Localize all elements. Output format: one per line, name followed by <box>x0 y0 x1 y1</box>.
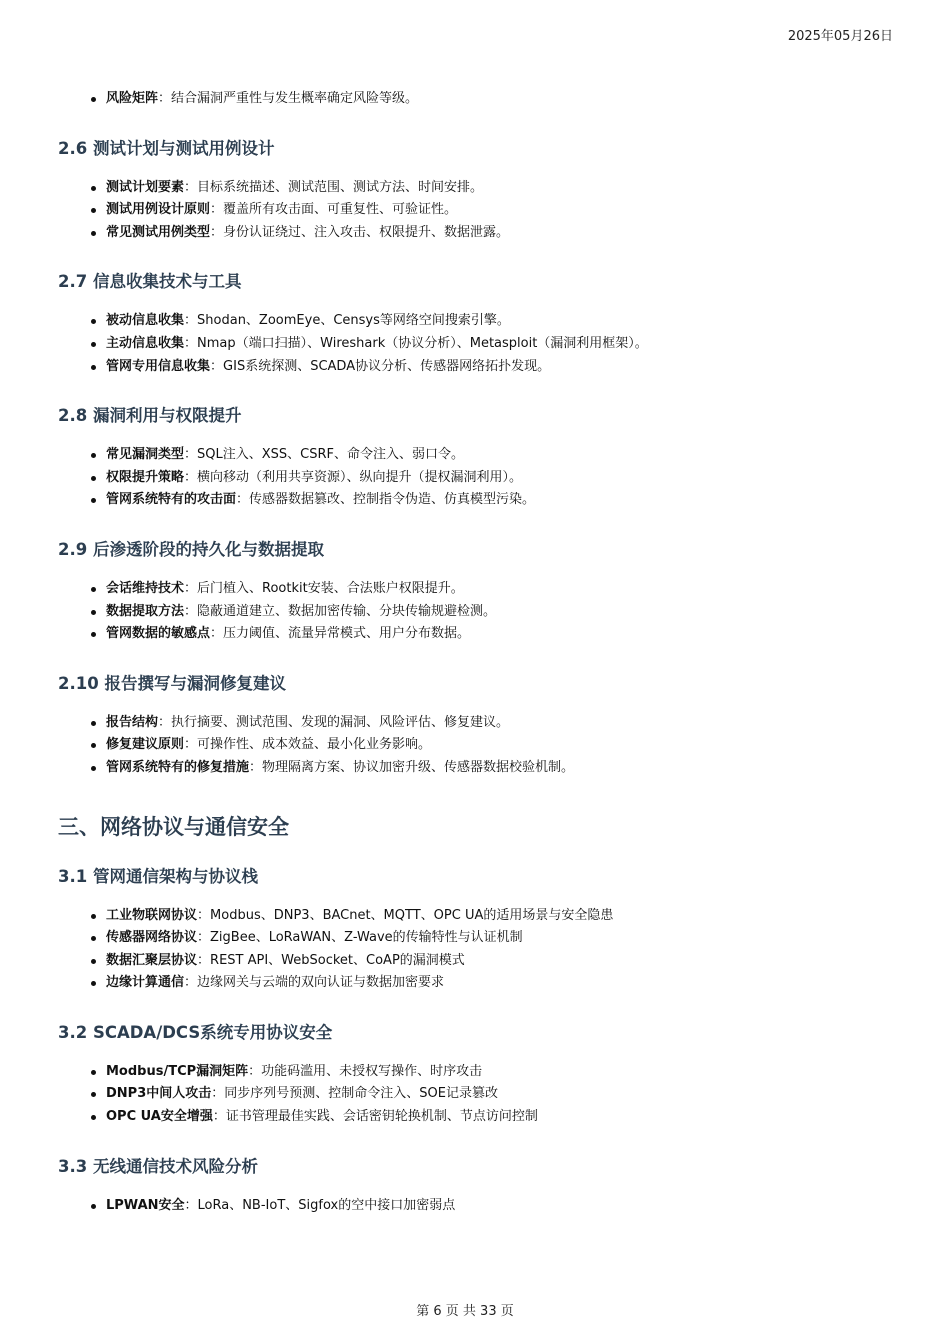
header-date: 2025年05月26日 <box>787 29 893 44</box>
item-term: 管网专用信息收集 <box>106 358 211 374</box>
list-item: 测试用例设计原则：覆盖所有攻击面、可重复性、可验证性。 <box>106 199 898 222</box>
list-item: 传感器网络协议：ZigBee、LoRaWAN、Z-Wave的传输特性与认证机制 <box>106 927 898 950</box>
item-text: 边缘网关与云端的双向认证与数据加密要求 <box>197 975 445 991</box>
list-item: 数据提取方法：隐蔽通道建立、数据加密传输、分块传输规避检测。 <box>106 601 898 624</box>
section-3-3 <box>58 1156 898 1218</box>
section-heading: 2.8 漏洞利用与权限提升 <box>58 406 242 426</box>
list-item: 常见测试用例类型：身份认证绕过、注入攻击、权限提升、数据泄露。 <box>106 222 898 245</box>
item-term: 数据提取方法 <box>106 603 185 619</box>
item-text: 功能码滥用、未授权写操作、时序攻击 <box>261 1063 483 1079</box>
item-text: 横向移动（利用共享资源）、纵向提升（提权漏洞利用）。 <box>197 469 523 485</box>
chapter-3 <box>58 813 898 1218</box>
section-3-2 <box>58 1022 898 1129</box>
list-item: 管网系统特有的修复措施：物理隔离方案、协议加密升级、传感器数据校验机制。 <box>106 757 898 780</box>
section-heading: 3.3 无线通信技术风险分析 <box>58 1156 258 1176</box>
bullet-list <box>58 1061 898 1129</box>
section-heading: 2.9 后渗透阶段的持久化与数据提取 <box>58 539 324 559</box>
section-heading: 2.10 报告撰写与漏洞修复建议 <box>58 673 286 693</box>
list-item: 会话维持技术：后门植入、Rootkit安装、合法账户权限提升。 <box>106 578 898 601</box>
item-text: 传感器数据篡改、控制指令伪造、仿真模型污染。 <box>249 492 536 508</box>
section-2-9 <box>58 539 898 646</box>
item-term: OPC UA安全增强 <box>106 1109 213 1125</box>
item-text: Shodan、ZoomEye、Censys等网络空间搜索引擎。 <box>197 313 510 329</box>
item-term: Modbus/TCP漏洞矩阵 <box>106 1063 249 1079</box>
item-term: 管网系统特有的攻击面 <box>106 492 237 508</box>
item-term: 测试计划要素 <box>106 179 185 195</box>
item-term: 管网系统特有的修复措施 <box>106 759 250 775</box>
bullet-list <box>58 177 898 245</box>
list-item: 修复建议原则：可操作性、成本效益、最小化业务影响。 <box>106 734 898 757</box>
item-term: 测试用例设计原则 <box>106 202 211 218</box>
bullet-list <box>58 578 898 646</box>
item-text: Nmap（端口扫描）、Wireshark（协议分析）、Metasploit（漏洞利用框架）。 <box>197 335 648 351</box>
bullet-list <box>58 905 898 995</box>
item-text: 后门植入、Rootkit安装、合法账户权限提升。 <box>197 580 464 596</box>
item-text: 证书管理最佳实践、会话密钥轮换机制、节点访问控制 <box>225 1109 538 1125</box>
section-heading: 2.6 测试计划与测试用例设计 <box>58 138 275 158</box>
list-item: 主动信息收集：Nmap（端口扫描）、Wireshark（协议分析）、Metasploit（漏洞利用框架）。 <box>106 333 898 356</box>
item-term: 边缘计算通信 <box>106 975 185 991</box>
item-term: 报告结构 <box>106 714 159 730</box>
item-text: ZigBee、LoRaWAN、Z-Wave的传输特性与认证机制 <box>210 930 523 946</box>
list-item: 测试计划要素：目标系统描述、测试范围、测试方法、时间安排。 <box>106 177 898 200</box>
item-text: Modbus、DNP3、BACnet、MQTT、OPC UA的适用场景与安全隐患 <box>210 907 614 923</box>
bullet-list <box>58 444 898 512</box>
list-item: 被动信息收集：Shodan、ZoomEye、Censys等网络空间搜索引擎。 <box>106 310 898 333</box>
chapter-heading: 三、网络协议与通信安全 <box>58 814 289 839</box>
page-number: 第 6 页 共 33 页 <box>416 1304 514 1319</box>
list-item: LPWAN安全：LoRa、NB-IoT、Sigfox的空中接口加密弱点 <box>106 1195 898 1218</box>
item-text: GIS系统探测、SCADA协议分析、传感器网络拓扑发现。 <box>223 358 551 374</box>
list-item: DNP3中间人攻击：同步序列号预测、控制命令注入、SOE记录篡改 <box>106 1083 898 1106</box>
item-term: 权限提升策略 <box>106 469 185 485</box>
document-body <box>58 88 898 1217</box>
section-heading: 2.7 信息收集技术与工具 <box>58 272 242 292</box>
list-item: 报告结构：执行摘要、测试范围、发现的漏洞、风险评估、修复建议。 <box>106 712 898 735</box>
list-item: OPC UA安全增强：证书管理最佳实践、会话密钥轮换机制、节点访问控制 <box>106 1106 898 1129</box>
item-term: 常见测试用例类型 <box>106 224 211 240</box>
section-2-8 <box>58 405 898 512</box>
section-2-7 <box>58 271 898 378</box>
item-text: 覆盖所有攻击面、可重复性、可验证性。 <box>223 202 458 218</box>
item-text: SQL注入、XSS、CSRF、命令注入、弱口令。 <box>197 447 465 463</box>
list-item: 边缘计算通信：边缘网关与云端的双向认证与数据加密要求 <box>106 972 898 995</box>
item-term: LPWAN安全 <box>106 1197 185 1213</box>
section-heading: 3.2 SCADA/DCS系统专用协议安全 <box>58 1022 333 1042</box>
bullet-list <box>58 1195 898 1218</box>
section-2-10 <box>58 673 898 780</box>
item-term: 风险矩阵 <box>106 91 159 106</box>
item-term: 被动信息收集 <box>106 313 185 329</box>
section-2-6 <box>58 138 898 245</box>
list-item: 管网专用信息收集：GIS系统探测、SCADA协议分析、传感器网络拓扑发现。 <box>106 356 898 379</box>
item-text: 结合漏洞严重性与发生概率确定风险等级。 <box>171 91 419 106</box>
list-item: 权限提升策略：横向移动（利用共享资源）、纵向提升（提权漏洞利用）。 <box>106 467 898 490</box>
item-text: 压力阈值、流量异常模式、用户分布数据。 <box>223 626 471 642</box>
item-term: DNP3中间人攻击 <box>106 1086 212 1102</box>
item-term: 管网数据的敏感点 <box>106 626 211 642</box>
item-term: 工业物联网协议 <box>106 907 198 923</box>
item-text: 物理隔离方案、协议加密升级、传感器数据校验机制。 <box>262 759 575 775</box>
item-term: 修复建议原则 <box>106 737 185 753</box>
list-item: 数据汇聚层协议：REST API、WebSocket、CoAP的漏洞模式 <box>106 950 898 973</box>
item-text: 可操作性、成本效益、最小化业务影响。 <box>197 737 432 753</box>
list-item: 风险矩阵：结合漏洞严重性与发生概率确定风险等级。 <box>106 88 898 111</box>
item-text: 同步序列号预测、控制命令注入、SOE记录篡改 <box>224 1086 498 1102</box>
item-term: 会话维持技术 <box>106 580 185 596</box>
list-item: 管网数据的敏感点：压力阈值、流量异常模式、用户分布数据。 <box>106 623 898 646</box>
list-item: 管网系统特有的攻击面：传感器数据篡改、控制指令伪造、仿真模型污染。 <box>106 489 898 512</box>
item-text: 执行摘要、测试范围、发现的漏洞、风险评估、修复建议。 <box>171 714 510 730</box>
bullet-list <box>58 712 898 780</box>
item-text: 身份认证绕过、注入攻击、权限提升、数据泄露。 <box>223 224 510 240</box>
item-term: 传感器网络协议 <box>106 930 198 946</box>
bullet-list <box>58 310 898 378</box>
list-item: 常见漏洞类型：SQL注入、XSS、CSRF、命令注入、弱口令。 <box>106 444 898 467</box>
item-term: 常见漏洞类型 <box>106 447 185 463</box>
list-item: 工业物联网协议：Modbus、DNP3、BACnet、MQTT、OPC UA的适用场景与安全隐患 <box>106 905 898 928</box>
section-heading: 3.1 管网通信架构与协议栈 <box>58 866 258 886</box>
item-text: 目标系统描述、测试范围、测试方法、时间安排。 <box>197 179 484 195</box>
item-text: REST API、WebSocket、CoAP的漏洞模式 <box>210 952 465 968</box>
section-3-1 <box>58 866 898 995</box>
list-item: Modbus/TCP漏洞矩阵：功能码滥用、未授权写操作、时序攻击 <box>106 1061 898 1084</box>
bullet-list <box>58 88 898 111</box>
item-term: 数据汇聚层协议 <box>106 952 198 968</box>
item-term: 主动信息收集 <box>106 335 185 351</box>
item-text: 隐蔽通道建立、数据加密传输、分块传输规避检测。 <box>197 603 497 619</box>
item-text: LoRa、NB-IoT、Sigfox的空中接口加密弱点 <box>197 1197 456 1213</box>
